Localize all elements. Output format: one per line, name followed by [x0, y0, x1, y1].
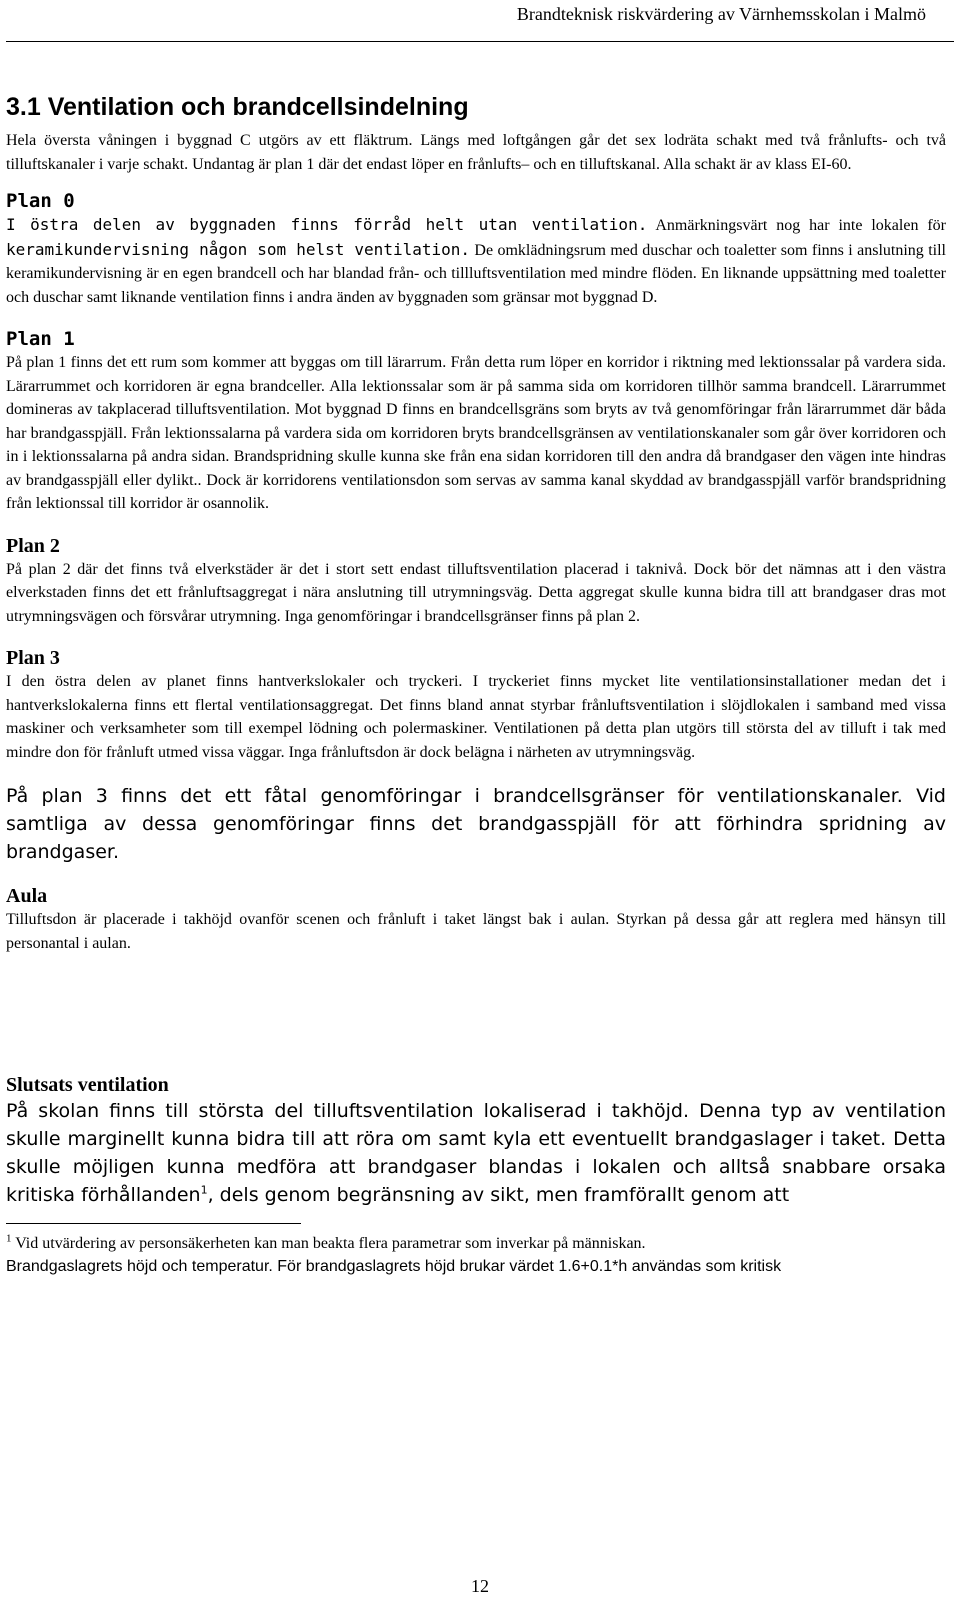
conclusion-text-tail: , dels genom begränsning av sikt, men framförallt genom att: [207, 1184, 790, 1206]
plan-1-heading: Plan 1: [6, 328, 75, 350]
footnote-text: Vid utvärdering av personsäkerheten kan man beakta flera parametrar som inverkar på människan.: [11, 1235, 646, 1252]
section-intro: Hela översta våningen i byggnad C utgörs av ett fläktrum. Längs med loftgången går det sex lodräta schakt med två frånlufts- och två tilluftskanaler i varje schakt. Undantag är plan 1 där det endast löper en frånlufts– och en tilluftskanal. Alla schakt är av klass EI-60.: [6, 132, 946, 173]
plan-2-heading: Plan 2: [6, 534, 60, 557]
plan-0-text-serif: Anmärkningsvärt nog har inte lokalen för: [647, 217, 947, 234]
plan-0-text-mono: I östra delen av byggnaden finns förråd helt utan ventilation.: [6, 215, 648, 234]
plan-0-text-mono-2: keramikundervisning någon som helst ventilation.: [6, 239, 471, 259]
footnote-continuation: Brandgaslagrets höjd och temperatur. För brandgaslagrets höjd brukar värdet 1.6+0.1*h användas som kritisk: [6, 1258, 782, 1275]
header-divider: [6, 41, 954, 42]
aula-text: Tilluftsdon är placerade i takhöjd ovanför scenen och frånluft i taket längst bak i aulan. Styrkan på dessa går att reglera med hänsyn till personantal i aulan.: [6, 911, 946, 952]
conclusion-text-body: På skolan finns till största del tilluftsventilation lokaliserad i takhöjd. Denna typ av ventilation skulle marginellt kunna bidra till att röra om samt kyla ett eventuellt brandgaslager i taket. Detta skulle möjligen kunna medföra att brandgaser blandas i lokalen och alltså snabbare orsaka kritiska förhållanden: [6, 1100, 946, 1206]
running-header: Brandteknisk riskvärdering av Värnhemsskolan i Malmö: [516, 4, 926, 24]
plan-1-text: På plan 1 finns det ett rum som kommer att byggas om till lärarrum. Från detta rum löper en korridor i riktning med lektionssalar på vardera sida. Lärarrummet och korridoren är egna brandceller. Alla lektionssalar som är på samma sida om korridoren tillhör samma brandcell. Lärarrummet domineras av takplacerad tilluftsventilation. Mot byggnad D finns en brandcellsgräns som bryts av två genomföringar från lärarrummet där båda har brandgasspjäll. Från lektionssalarna på vardera sida om korridoren bryts brandcellsgränsen av ventilationskanaler som går över korridoren och in i lektionssalarna på andra sidan. Brandspridning skulle kunna ske från ena sidan korridoren till den andra då brandgaser den vägen inte hindras av brandgasspjäll eller dylikt.. Dock är korridorens ventilationsdon som servas av samma kanal skyddad av brandgasspjäll varför brandspridning från lektionssal till korridor är osannolik.: [6, 354, 946, 512]
conclusion-heading: Slutsats ventilation: [6, 1074, 169, 1096]
plan-3-heading: Plan 3: [6, 647, 60, 669]
page-content: [6, 92, 946, 1278]
plan-0-text-serif-2: De omklädningsrum med duschar och toaletter som finns i anslutning till keramikundervisning är en egen brandcell och har blandad från- och tillluftsventilation med mindre flöden. En liknande uppsättning med toaletter och duschar samt liknande ventilation finns i andra änden av byggnaden som gränsar mot byggnad D.: [6, 241, 946, 306]
plan-0-heading: Plan 0: [6, 190, 75, 212]
aula-heading: Aula: [6, 885, 48, 907]
footnote-reference[interactable]: 1: [200, 1183, 208, 1197]
section-title: 3.1 Ventilation och brandcellsindelning: [6, 93, 469, 121]
conclusion-text: [6, 1097, 946, 1209]
footnote: [6, 1232, 946, 1255]
plan-2-text: På plan 2 där det finns två elverkstäder är det i stort sett endast tilluftsventilation placerad i taknivå. Dock bör det nämnas att i den västra elverkstaden finns det ett frånluftsaggregat i nära anslutning till utrymningsväg. Detta aggregat skulle kunna bidra till att brandgaser dras mot utrymningsvägen och försvårar utrymning. Inga genomföringar i brandcellsgränser finns på plan 2.: [6, 560, 946, 625]
page-number: 12: [471, 1576, 489, 1596]
footnote-marker: 1: [6, 1232, 12, 1245]
plan-3-penetrations-text: På plan 3 finns det ett fåtal genomföringar i brandcellsgränser för ventilationskanaler. Vid samtliga av dessa genomföringar finns det brandgasspjäll för att förhindra spridning av brandgaser.: [6, 785, 946, 863]
footnote-divider: [6, 1223, 301, 1224]
plan-3-text: I den östra delen av planet finns hantverkslokaler och tryckeri. I tryckeriet finns mycket lite ventilationsinstallationer medan det i hantverkslokalerna finns ett flertal ventilationsaggregat. Det finns bland annat styrbar frånluftsventilation i slöjdlokalen i samband med vissa maskiner och verksamheter som till exempel lödning och polermaskiner. Ventilationen på detta plan utgörs till största del av tilluft i tak med mindre don för frånluft utmed vissa väggar. Inga frånluftsdon är dock belägna i närheten av utrymningsväg.: [6, 673, 946, 761]
plan-0-text: [6, 213, 946, 309]
